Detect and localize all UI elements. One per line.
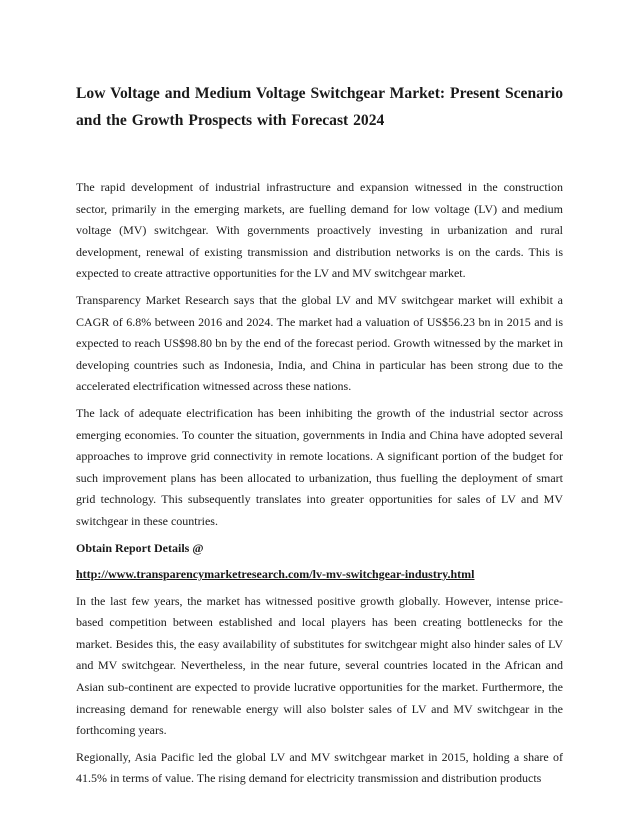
paragraph-market-forecast: Transparency Market Research says that the global LV and MV switchgear market will exhibit a CAGR of 6.8% between 2016 and 2024. The market had a valuation of US$56.23 bn in 2015 and is expected to reach US$98.80 bn by the end of the forecast period. Growth witnessed by the market in developing countries such as Indonesia, India, and China in particular has been strong due to the accelerated electrification witnessed across these nations. — [76, 292, 563, 394]
report-details-label: Obtain Report Details @ — [76, 540, 204, 555]
paragraph-intro: The rapid development of industrial infrastructure and expansion witnessed in the construction sector, primarily in the emerging markets, are fuelling demand for low voltage (LV) and medium voltage (MV) switchgear. With governments proactively investing in urbanization and rural development, renewal of existing transmission and distribution networks is on the cards. This is expected to create attractive opportunities for the LV and MV switchgear market. — [76, 180, 563, 281]
document-body — [76, 177, 563, 790]
report-details-link[interactable]: http://www.transparencymarketresearch.com/lv-mv-switchgear-industry.html — [76, 567, 475, 582]
paragraph-electrification: The lack of adequate electrification has been inhibiting the growth of the industrial sector across emerging economies. To counter the situation, governments in India and China have adopted several approaches to improve grid connectivity in remote locations. A significant portion of the budget for such improvement plans has been allocated to urbanization, thus fuelling the deployment of smart grid technology. This subsequently translates into greater opportunities for sales of LV and MV switchgear in these countries. — [76, 405, 563, 528]
paragraph-regional: Regionally, Asia Pacific led the global LV and MV switchgear market in 2015, holding a share of 41.5% in terms of value. The rising demand for electricity transmission and distribution products — [76, 749, 563, 786]
document-page — [76, 80, 563, 795]
paragraph-growth-challenges: In the last few years, the market has witnessed positive growth globally. However, intense price-based competition between established and local players has been creating bottlenecks for the market. Besides this, the easy availability of substitutes for switchgear might also hinder sales of LV and MV switchgear. Nevertheless, in the near future, several countries located in the African and Asian sub-continent are expected to provide lucrative opportunities for the market. Furthermore, the increasing demand for renewable energy will also bolster sales of LV and MV switchgear in the forthcoming years. — [76, 593, 563, 738]
document-title: Low Voltage and Medium Voltage Switchgear Market: Present Scenario and the Growth Prospects with Forecast 2024 — [76, 85, 563, 129]
